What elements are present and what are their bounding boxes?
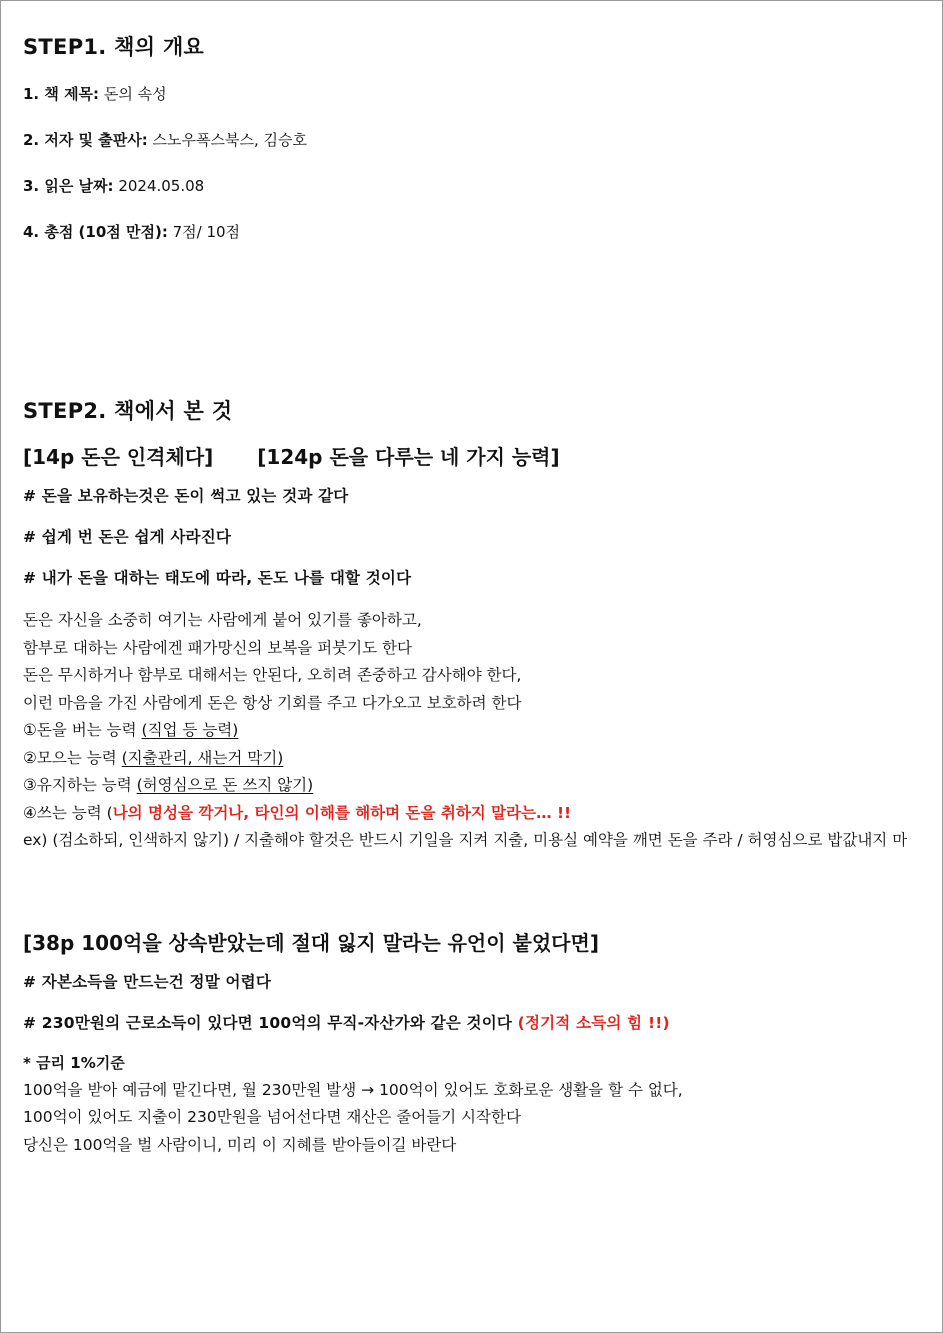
ability-2 [23, 745, 920, 773]
section2-title: [38p 100억을 상속받았는데 절대 잃지 말라는 유언이 붙었다면] [23, 930, 599, 955]
section2-body [23, 1077, 920, 1160]
ability-3-detail: (허영심으로 돈 쓰지 않기) [136, 776, 314, 794]
body-line: 당신은 100억을 벌 사람이니, 미리 이 지혜를 받아들이길 바란다 [23, 1135, 457, 1154]
interest-note: * 금리 1%기준 [23, 1053, 125, 1072]
hash-line-4: # 자본소득을 만드는건 정말 어렵다 [23, 972, 271, 991]
field-title-label: 1. 책 제목: [23, 85, 100, 103]
step2-heading: STEP2. 책에서 본 것 [23, 399, 233, 423]
section1-body [23, 607, 920, 855]
hash-line-5 [23, 1011, 920, 1033]
body-line: 돈은 자신을 소중히 여기는 사람에게 붙어 있기를 좋아하고, [23, 611, 422, 629]
step1-heading: STEP1. 책의 개요 [23, 35, 205, 59]
section1-title-a: [14p 돈은 인격체다] [23, 445, 214, 469]
body-line: 100억이 있어도 지출이 230만원을 넘어선다면 재산은 줄어들기 시작한다 [23, 1108, 521, 1126]
ability-1 [23, 717, 920, 745]
section1-title-b: [124p 돈을 다루는 네 가지 능력] [257, 445, 560, 469]
ability-3 [23, 772, 920, 800]
ability-4-label: ④쓰는 능력 ( [23, 803, 113, 822]
hash-line-2: # 쉽게 번 돈은 쉽게 사라진다 [23, 528, 232, 546]
ability-1-detail: (직업 등 능력) [141, 721, 239, 739]
field-date [23, 175, 920, 197]
body-line: 함부로 대하는 사람에겐 패가망신의 보복을 퍼붓기도 한다 [23, 638, 412, 657]
hash-line-5-main: # 230만원의 근로소득이 있다면 100억의 무직-자산가와 같은 것이다 [23, 1013, 518, 1032]
field-score-value: 7점/ 10점 [167, 223, 241, 241]
body-line: 100억을 받아 예금에 맡긴다면, 월 230만원 발생 → 100억이 있어도 호화로운 생활을 할 수 없다, [23, 1080, 683, 1099]
field-author-label: 2. 저자 및 출판사: [23, 131, 148, 149]
field-title-value: 돈의 속성 [99, 85, 167, 103]
field-author [23, 129, 920, 151]
ability-2-label: ②모으는 능력 [23, 748, 122, 767]
hash-line-5-red: (정기적 소득의 힘 !!) [517, 1013, 670, 1032]
field-author-value: 스노우폭스북스, 김승호 [147, 131, 307, 149]
field-date-label: 3. 읽은 날짜: [23, 177, 114, 195]
hash-line-3: # 내가 돈을 대하는 태도에 따라, 돈도 나를 대할 것이다 [23, 569, 412, 587]
body-line: 이런 마음을 가진 사람에게 돈은 항상 기회를 주고 다가오고 보호하려 한다 [23, 693, 522, 712]
ability-4 [23, 800, 920, 828]
ability-4-red-note: 나의 명성을 깍거나, 타인의 이해를 해하며 돈을 취하지 말라는… !! [112, 803, 572, 822]
field-title [23, 83, 920, 105]
hash-line-1: # 돈을 보유하는것은 돈이 썩고 있는 것과 같다 [23, 487, 349, 505]
body-line: 돈은 무시하거나 함부로 대해서는 안된다, 오히려 존중하고 감사해야 한다, [23, 666, 522, 684]
ability-2-detail: (지출관리, 새는거 막기) [121, 748, 284, 767]
ability-3-label: ③유지하는 능력 [23, 776, 137, 794]
field-date-value: 2024.05.08 [113, 177, 205, 195]
field-score [23, 221, 920, 243]
example-line: ex) (검소하되, 인색하지 않기) / 지출해야 할것은 반드시 기일을 지켜 지출, 미용실 예약을 깨면 돈을 주라 / 허영심으로 밥값내지 마 [23, 831, 908, 849]
ability-1-label: ①돈을 버는 능력 [23, 721, 142, 739]
section1-titles [23, 441, 920, 470]
field-score-label: 4. 총점 (10점 만점): [23, 223, 168, 241]
